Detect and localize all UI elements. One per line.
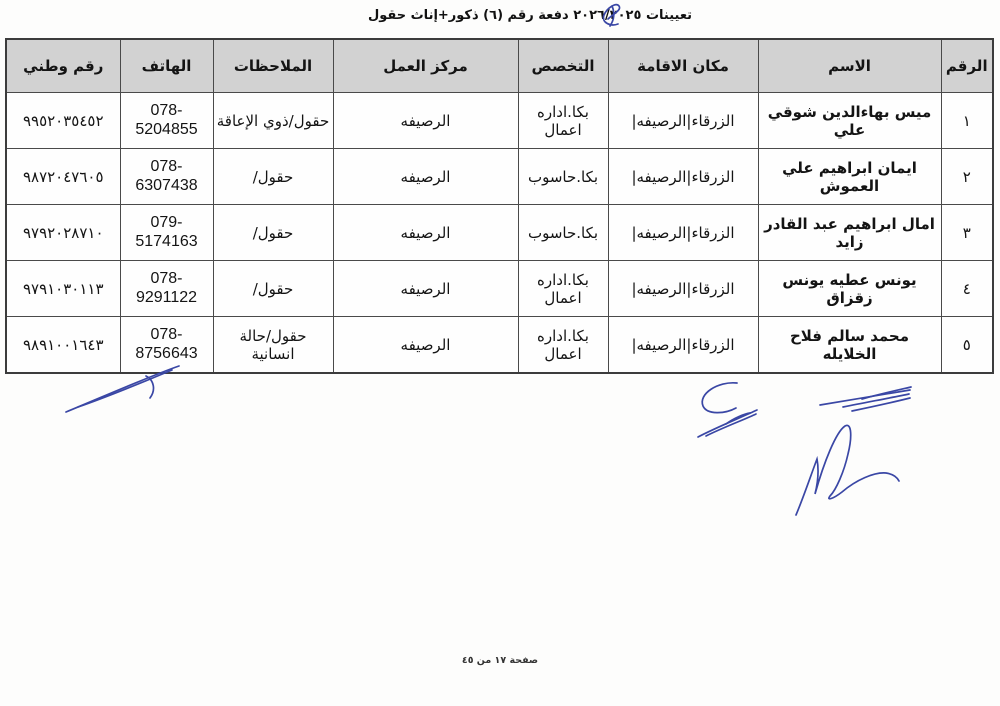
cell-work-center: الرصيفه bbox=[333, 149, 518, 205]
cell-national-id: ٩٨٩١٠٠١٦٤٣ bbox=[6, 317, 120, 374]
header-notes: الملاحظات bbox=[213, 39, 333, 93]
table-row bbox=[6, 317, 993, 374]
cell-residence: الزرقاء|الرصيفه| bbox=[608, 205, 758, 261]
cell-number: ١ bbox=[941, 93, 993, 149]
table-body bbox=[6, 93, 993, 374]
cell-phone: 078-5204855 bbox=[120, 93, 213, 149]
table-row bbox=[6, 149, 993, 205]
cell-number: ٣ bbox=[941, 205, 993, 261]
table-row bbox=[6, 93, 993, 149]
header-number: الرقم bbox=[941, 39, 993, 93]
cell-specialty: بكا.اداره اعمال bbox=[518, 93, 608, 149]
header-national-id: رقم وطني bbox=[6, 39, 120, 93]
cell-notes: حقول/ bbox=[213, 261, 333, 317]
loop-signature-icon bbox=[698, 383, 757, 437]
cell-national-id: ٩٧٩٢٠٢٨٧١٠ bbox=[6, 205, 120, 261]
table-row bbox=[6, 205, 993, 261]
cell-work-center: الرصيفه bbox=[333, 205, 518, 261]
cell-notes: حقول/حالة انسانية bbox=[213, 317, 333, 374]
header-phone: الهاتف bbox=[120, 39, 213, 93]
cell-work-center: الرصيفه bbox=[333, 93, 518, 149]
cell-number: ٥ bbox=[941, 317, 993, 374]
cell-notes: حقول/ bbox=[213, 205, 333, 261]
cell-number: ٢ bbox=[941, 149, 993, 205]
cell-number: ٤ bbox=[941, 261, 993, 317]
cursive-signature-icon bbox=[796, 425, 899, 515]
cell-residence: الزرقاء|الرصيفه| bbox=[608, 261, 758, 317]
cell-notes: حقول/ bbox=[213, 149, 333, 205]
cell-work-center: الرصيفه bbox=[333, 317, 518, 374]
table-header-row bbox=[6, 39, 993, 93]
cell-residence: الزرقاء|الرصيفه| bbox=[608, 149, 758, 205]
cell-phone: 079-5174163 bbox=[120, 205, 213, 261]
cell-work-center: الرصيفه bbox=[333, 261, 518, 317]
cell-name: امال ابراهيم عبد القادر زايد bbox=[758, 205, 941, 261]
cell-national-id: ٩٨٧٢٠٤٧٦٠٥ bbox=[6, 149, 120, 205]
cell-phone: 078-8756643 bbox=[120, 317, 213, 374]
cell-specialty: بكا.اداره اعمال bbox=[518, 261, 608, 317]
table-row bbox=[6, 261, 993, 317]
cell-name: محمد سالم فلاح الخلايله bbox=[758, 317, 941, 374]
cell-phone: 078-6307438 bbox=[120, 149, 213, 205]
header-residence: مكان الاقامة bbox=[608, 39, 758, 93]
header-specialty: التخصص bbox=[518, 39, 608, 93]
cell-residence: الزرقاء|الرصيفه| bbox=[608, 93, 758, 149]
horizontal-scribble-signature-icon bbox=[820, 387, 911, 411]
cell-name: ميس بهاءالدين شوقي علي bbox=[758, 93, 941, 149]
appointments-table bbox=[5, 38, 994, 374]
cell-specialty: بكا.حاسوب bbox=[518, 149, 608, 205]
cell-national-id: ٩٩٥٢٠٣٥٤٥٢ bbox=[6, 93, 120, 149]
cell-residence: الزرقاء|الرصيفه| bbox=[608, 317, 758, 374]
document-title: تعيينات ٢٠٢٦/٢٠٢٥ دفعة رقم (٦) ذكور+إناث حقول bbox=[367, 8, 693, 23]
header-name: الاسم bbox=[758, 39, 941, 93]
cell-national-id: ٩٧٩١٠٣٠١١٣ bbox=[6, 261, 120, 317]
cell-name: ايمان ابراهيم علي العموش bbox=[758, 149, 941, 205]
cell-notes: حقول/ذوي الإعاقة bbox=[213, 93, 333, 149]
cell-specialty: بكا.حاسوب bbox=[518, 205, 608, 261]
cell-phone: 078-9291122 bbox=[120, 261, 213, 317]
header-work-center: مركز العمل bbox=[333, 39, 518, 93]
cell-name: يونس عطيه يونس زقزاق bbox=[758, 261, 941, 317]
cell-specialty: بكا.اداره اعمال bbox=[518, 317, 608, 374]
page-number-footer: صفحة ١٧ من ٤٥ bbox=[461, 655, 539, 666]
